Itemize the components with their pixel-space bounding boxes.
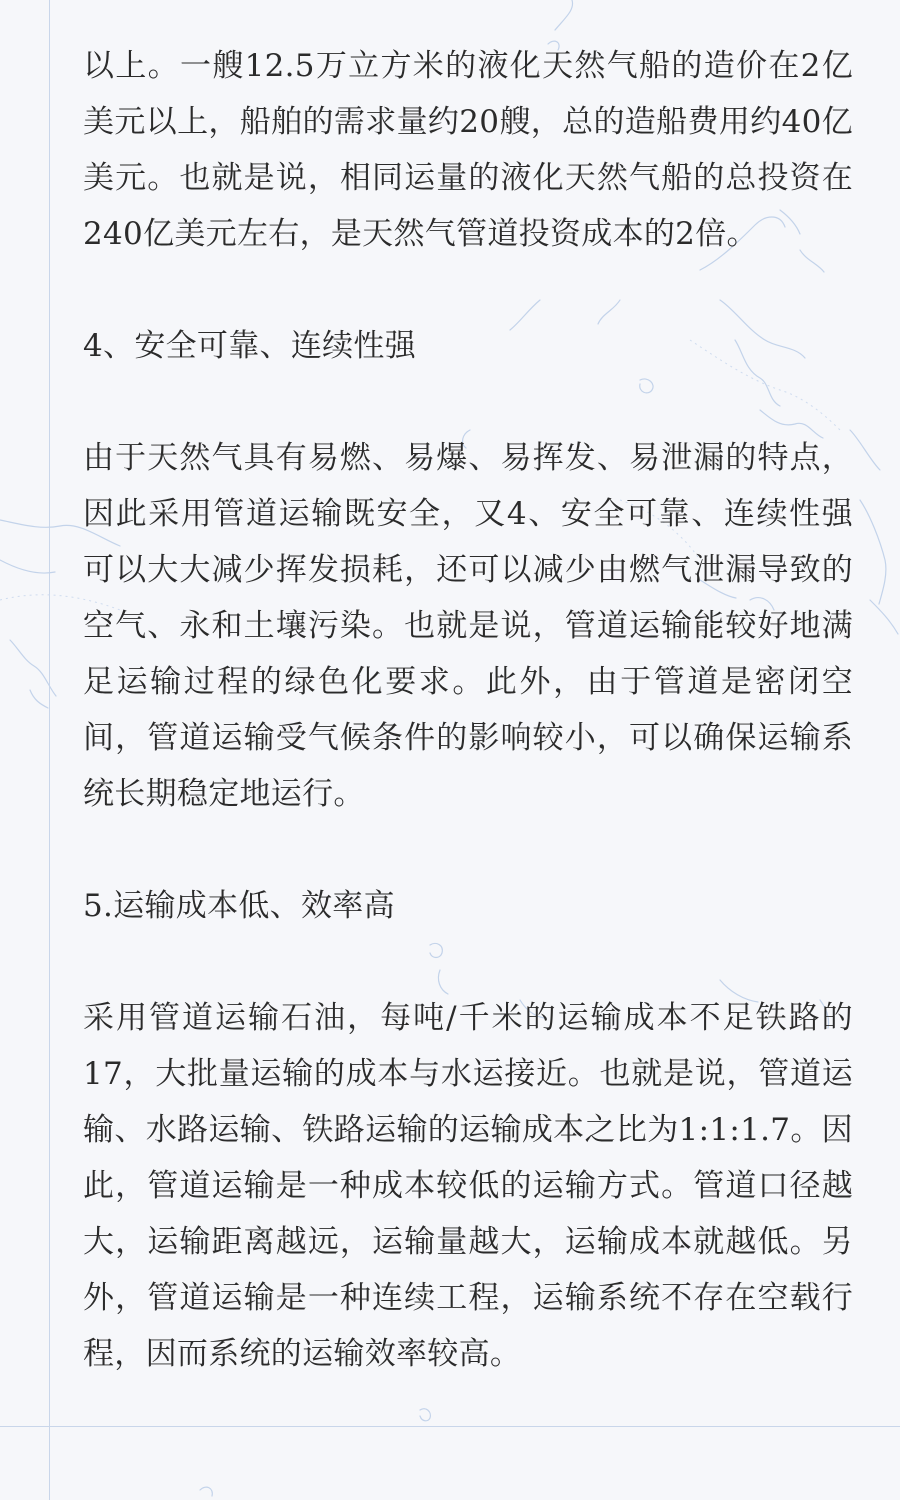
paragraph-gap <box>83 262 853 318</box>
paragraph-safety: 由于天然气具有易燃、易爆、易挥发、易泄漏的特点，因此采用管道运输既安全，又4、安全可靠、连续性强可以大大减少挥发损耗，还可以减少由燃气泄漏导致的空气、永和土壤污染。也就是说，管道运输能较好地满足运输过程的绿色化要求。此外，由于管道是密闭空间，管道运输受气候条件的影响较小，可以确保运输系统长期稳定地运行。 <box>83 440 853 812</box>
paragraph-cost-lng: 以上。一艘12.5万立方米的液化天然气船的造价在2亿美元以上，船舶的需求量约20艘，总的造船费用约40亿美元。也就是说，相同运量的液化天然气船的总投资在240亿美元左右，是天然气管道投资成本的2倍。 <box>83 48 853 252</box>
article-body <box>83 38 853 1382</box>
paragraph-gap <box>83 374 853 430</box>
paragraph-gap <box>83 934 853 990</box>
page-margin-line <box>49 0 50 1500</box>
paragraph-gap <box>83 822 853 878</box>
bottom-rule-line <box>0 1426 900 1427</box>
paragraph-cost-efficiency: 采用管道运输石油，每吨/千米的运输成本不足铁路的17，大批量运输的成本与水运接近。也就是说，管道运输、水路运输、铁路运输的运输成本之比为1:1:1.7。因此，管道运输是一种成本较低的运输方式。管道口径越大，运输距离越远，运输量越大，运输成本就越低。另外，管道运输是一种连续工程，运输系统不存在空载行程，因而系统的运输效率较高。 <box>83 1000 853 1372</box>
heading-safety: 4、安全可靠、连续性强 <box>83 328 417 364</box>
heading-cost-efficiency: 5.运输成本低、效率高 <box>83 888 395 924</box>
